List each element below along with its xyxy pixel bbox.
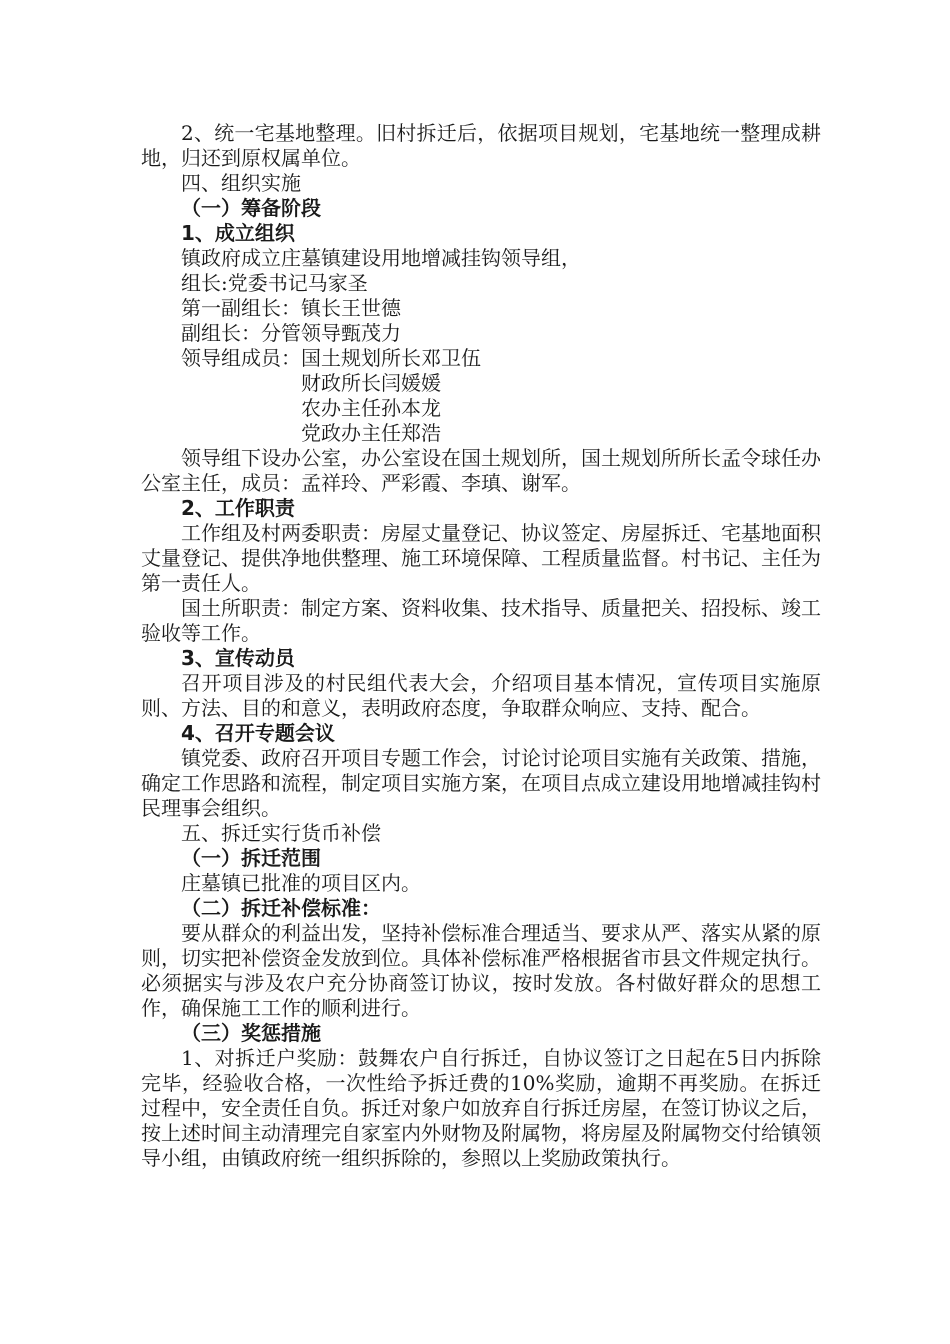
paragraph-publicity: 召开项目涉及的村民组代表大会，介绍项目基本情况，宣传项目实施原则、方法、目的和意义，表明政府态度，争取群众响应、支持、配合。 [141,671,821,720]
subheading-rewards-penalties: （三）奖惩措施 [181,1021,321,1045]
subheading-demolition-scope: （一）拆迁范围 [181,846,321,870]
paragraph-work-group-duties: 工作组及村两委职责：房屋丈量登记、协议签定、房屋拆迁、宅基地面积丈量登记、提供净地供整理、施工环境保障、工程质量监督。村书记、主任为第一责任人。 [141,521,821,595]
leading-group-members [141,346,821,446]
subheading-preparation-stage: （一）筹备阶段 [181,196,321,220]
member-item: 财政所长闫媛媛 [301,371,441,395]
paragraph-office-setup: 领导组下设办公室，办公室设在国土规划所，国土规划所所长孟令球任办公室主任，成员：孟祥玲、严彩霞、李瑱、谢军。 [141,446,821,495]
paragraph-rewards: 1、对拆迁户奖励：鼓舞农户自行拆迁，自协议签订之日起在5日内拆除完毕，经验收合格，一次性给予拆迁费的10%奖励，逾期不再奖励。在拆迁过程中，安全责任自负。拆迁对象户如放弃自行拆迁房屋，在签订协议之后，按上述时间主动清理完自家室内外财物及附属物，将房屋及附属物交付给镇领导小组，由镇政府统一组织拆除的，参照以上奖励政策执行。 [141,1046,821,1170]
paragraph-special-meeting: 镇党委、政府召开项目专题工作会，讨论讨论项目实施有关政策、措施，确定工作思路和流程，制定项目实施方案，在项目点成立建设用地增减挂钩村民理事会组织。 [141,746,821,820]
paragraph-homestead-consolidation: 2、统一宅基地整理。旧村拆迁后，依据项目规划，宅基地统一整理成耕地，归还到原权属单位。 [141,121,821,170]
subheading-publicity: 3、宣传动员 [181,646,295,670]
line-deputy-leader: 副组长：分管领导甄茂力 [181,321,401,345]
section-heading-compensation: 五、拆迁实行货币补偿 [181,821,381,845]
subheading-compensation-standard: （二）拆迁补偿标准： [181,896,381,920]
member-item: 党政办主任郑浩 [301,421,441,445]
members-list [301,346,481,446]
members-label: 领导组成员： [181,346,301,370]
line-demolition-scope: 庄墓镇已批准的项目区内。 [181,871,421,895]
line-leading-group: 镇政府成立庄墓镇建设用地增减挂钩领导组， [181,246,581,270]
line-first-deputy-leader: 第一副组长：镇长王世德 [181,296,401,320]
section-heading-organization: 四、组织实施 [181,171,301,195]
paragraph-land-office-duties: 国土所职责：制定方案、资料收集、技术指导、质量把关、招投标、竣工验收等工作。 [141,596,821,645]
paragraph-compensation-standard: 要从群众的利益出发，坚持补偿标准合理适当、要求从严、落实从紧的原则，切实把补偿资金发放到位。具体补偿标准严格根据省市县文件规定执行。必须据实与涉及农户充分协商签订协议，按时发放。各村做好群众的思想工作，确保施工工作的顺利进行。 [141,921,821,1020]
subheading-responsibilities: 2、工作职责 [181,496,295,520]
line-group-leader: 组长:党委书记马家圣 [181,271,368,295]
document-page [141,121,821,1171]
member-item: 农办主任孙本龙 [301,396,441,420]
subheading-special-meeting: 4、召开专题会议 [181,721,335,745]
member-item: 国土规划所长邓卫伍 [301,346,481,370]
subheading-establish-organization: 1、成立组织 [181,221,295,245]
